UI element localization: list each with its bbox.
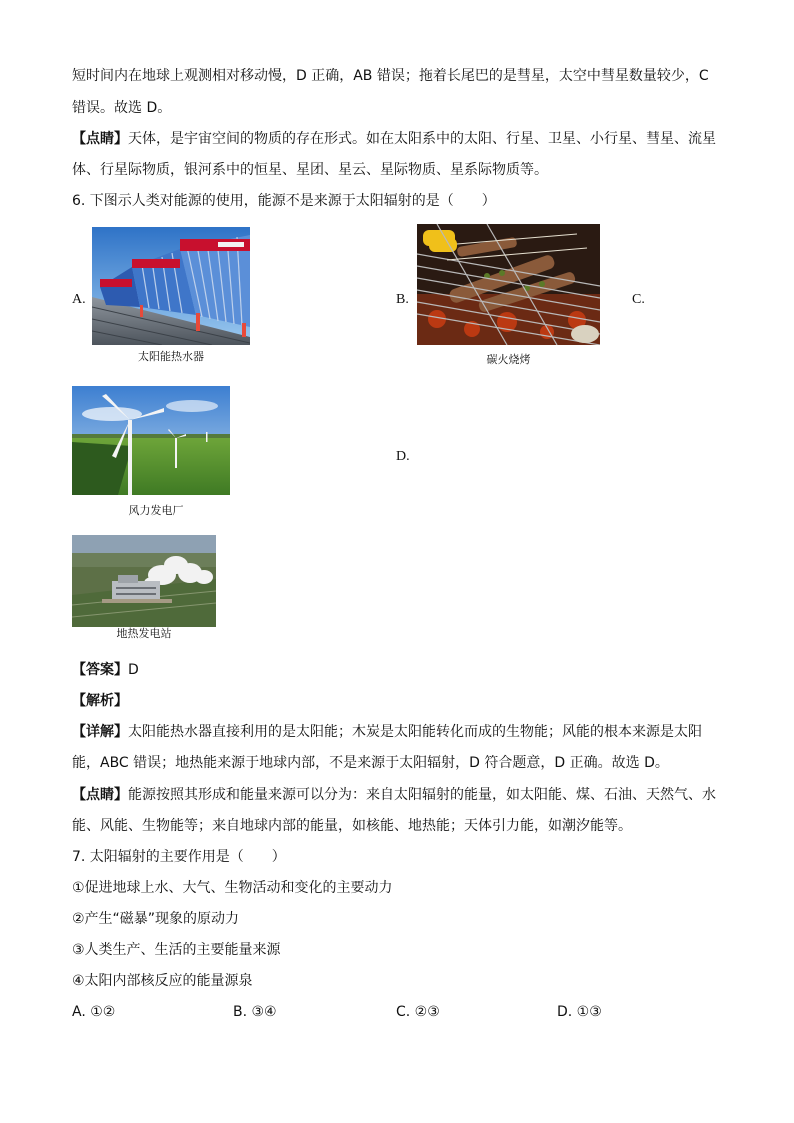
text-line: 错误。故选 D。 [72,100,172,116]
charcoal-barbecue-caption: 碳火烧烤 [486,353,531,366]
answer-line [72,660,139,680]
statement-item: ①促进地球上水、大气、生物活动和变化的主要动力 [72,880,393,896]
wind-farm-image [72,386,230,495]
statement-item: ②产生“磁暴”现象的原动力 [72,911,240,927]
text-line: 能、风能、生物能等；来自地球内部的能量，如核能、地热能；天体引力能，如潮汐能等。 [72,818,632,834]
tip-paragraph [72,129,716,149]
statement-item: ④太阳内部核反应的能量源泉 [72,973,253,989]
option-b-label: B. [396,292,409,307]
answer-value: D [128,662,139,678]
text-line: 能，ABC 错误；地热能来源于地球内部，不是来源于太阳辐射，D 符合题意，D 正确。故选 D。 [72,755,669,771]
tip-paragraph [72,785,716,805]
option-a-label: A. [72,292,86,307]
choice-d: D. ①③ [557,1004,602,1020]
detail-paragraph [72,722,702,742]
choice-c: C. ②③ [396,1004,440,1020]
detail-tag: 【详解】 [72,724,128,740]
solar-water-heater-caption: 太阳能热水器 [138,350,204,363]
tip-tag: 【点睛】 [72,787,128,803]
geothermal-plant-image [72,535,216,627]
statement-item: ③人类生产、生活的主要能量来源 [72,942,281,958]
question-6-stem: 6. 下图示人类对能源的使用，能源不是来源于太阳辐射的是（ ） [72,193,496,209]
wind-farm-caption: 风力发电厂 [128,504,184,517]
charcoal-barbecue-image [417,224,600,345]
detail-text: 太阳能热水器直接利用的是太阳能；木炭是太阳能转化而成的生物能；风能的根本来源是太阳 [128,724,702,740]
tip-text: 能源按照其形成和能量来源可以分为：来自太阳辐射的能量，如太阳能、煤、石油、天然气、水 [128,787,716,803]
choice-b: B. ③④ [233,1004,277,1020]
text-line: 短时间内在地球上观测相对移动慢，D 正确，AB 错误；拖着长尾巴的是彗星，太空中彗星数量较少，C [72,68,709,84]
solar-water-heater-image [92,227,250,345]
text-line: 体、行星际物质，银河系中的恒星、星团、星云、星际物质、星系际物质等。 [72,162,548,178]
answer-tag: 【答案】 [72,662,128,678]
option-d-label: D. [396,449,410,464]
tip-tag: 【点睛】 [72,131,128,147]
option-c-label: C. [632,292,645,307]
geothermal-plant-caption: 地热发电站 [116,627,172,640]
question-7-stem: 7. 太阳辐射的主要作用是（ ） [72,849,286,865]
choice-a: A. ①② [72,1004,116,1020]
analysis-tag: 【解析】 [72,693,128,709]
tip-text: 天体，是宇宙空间的物质的存在形式。如在太阳系中的太阳、行星、卫星、小行星、彗星、流星 [128,131,716,147]
